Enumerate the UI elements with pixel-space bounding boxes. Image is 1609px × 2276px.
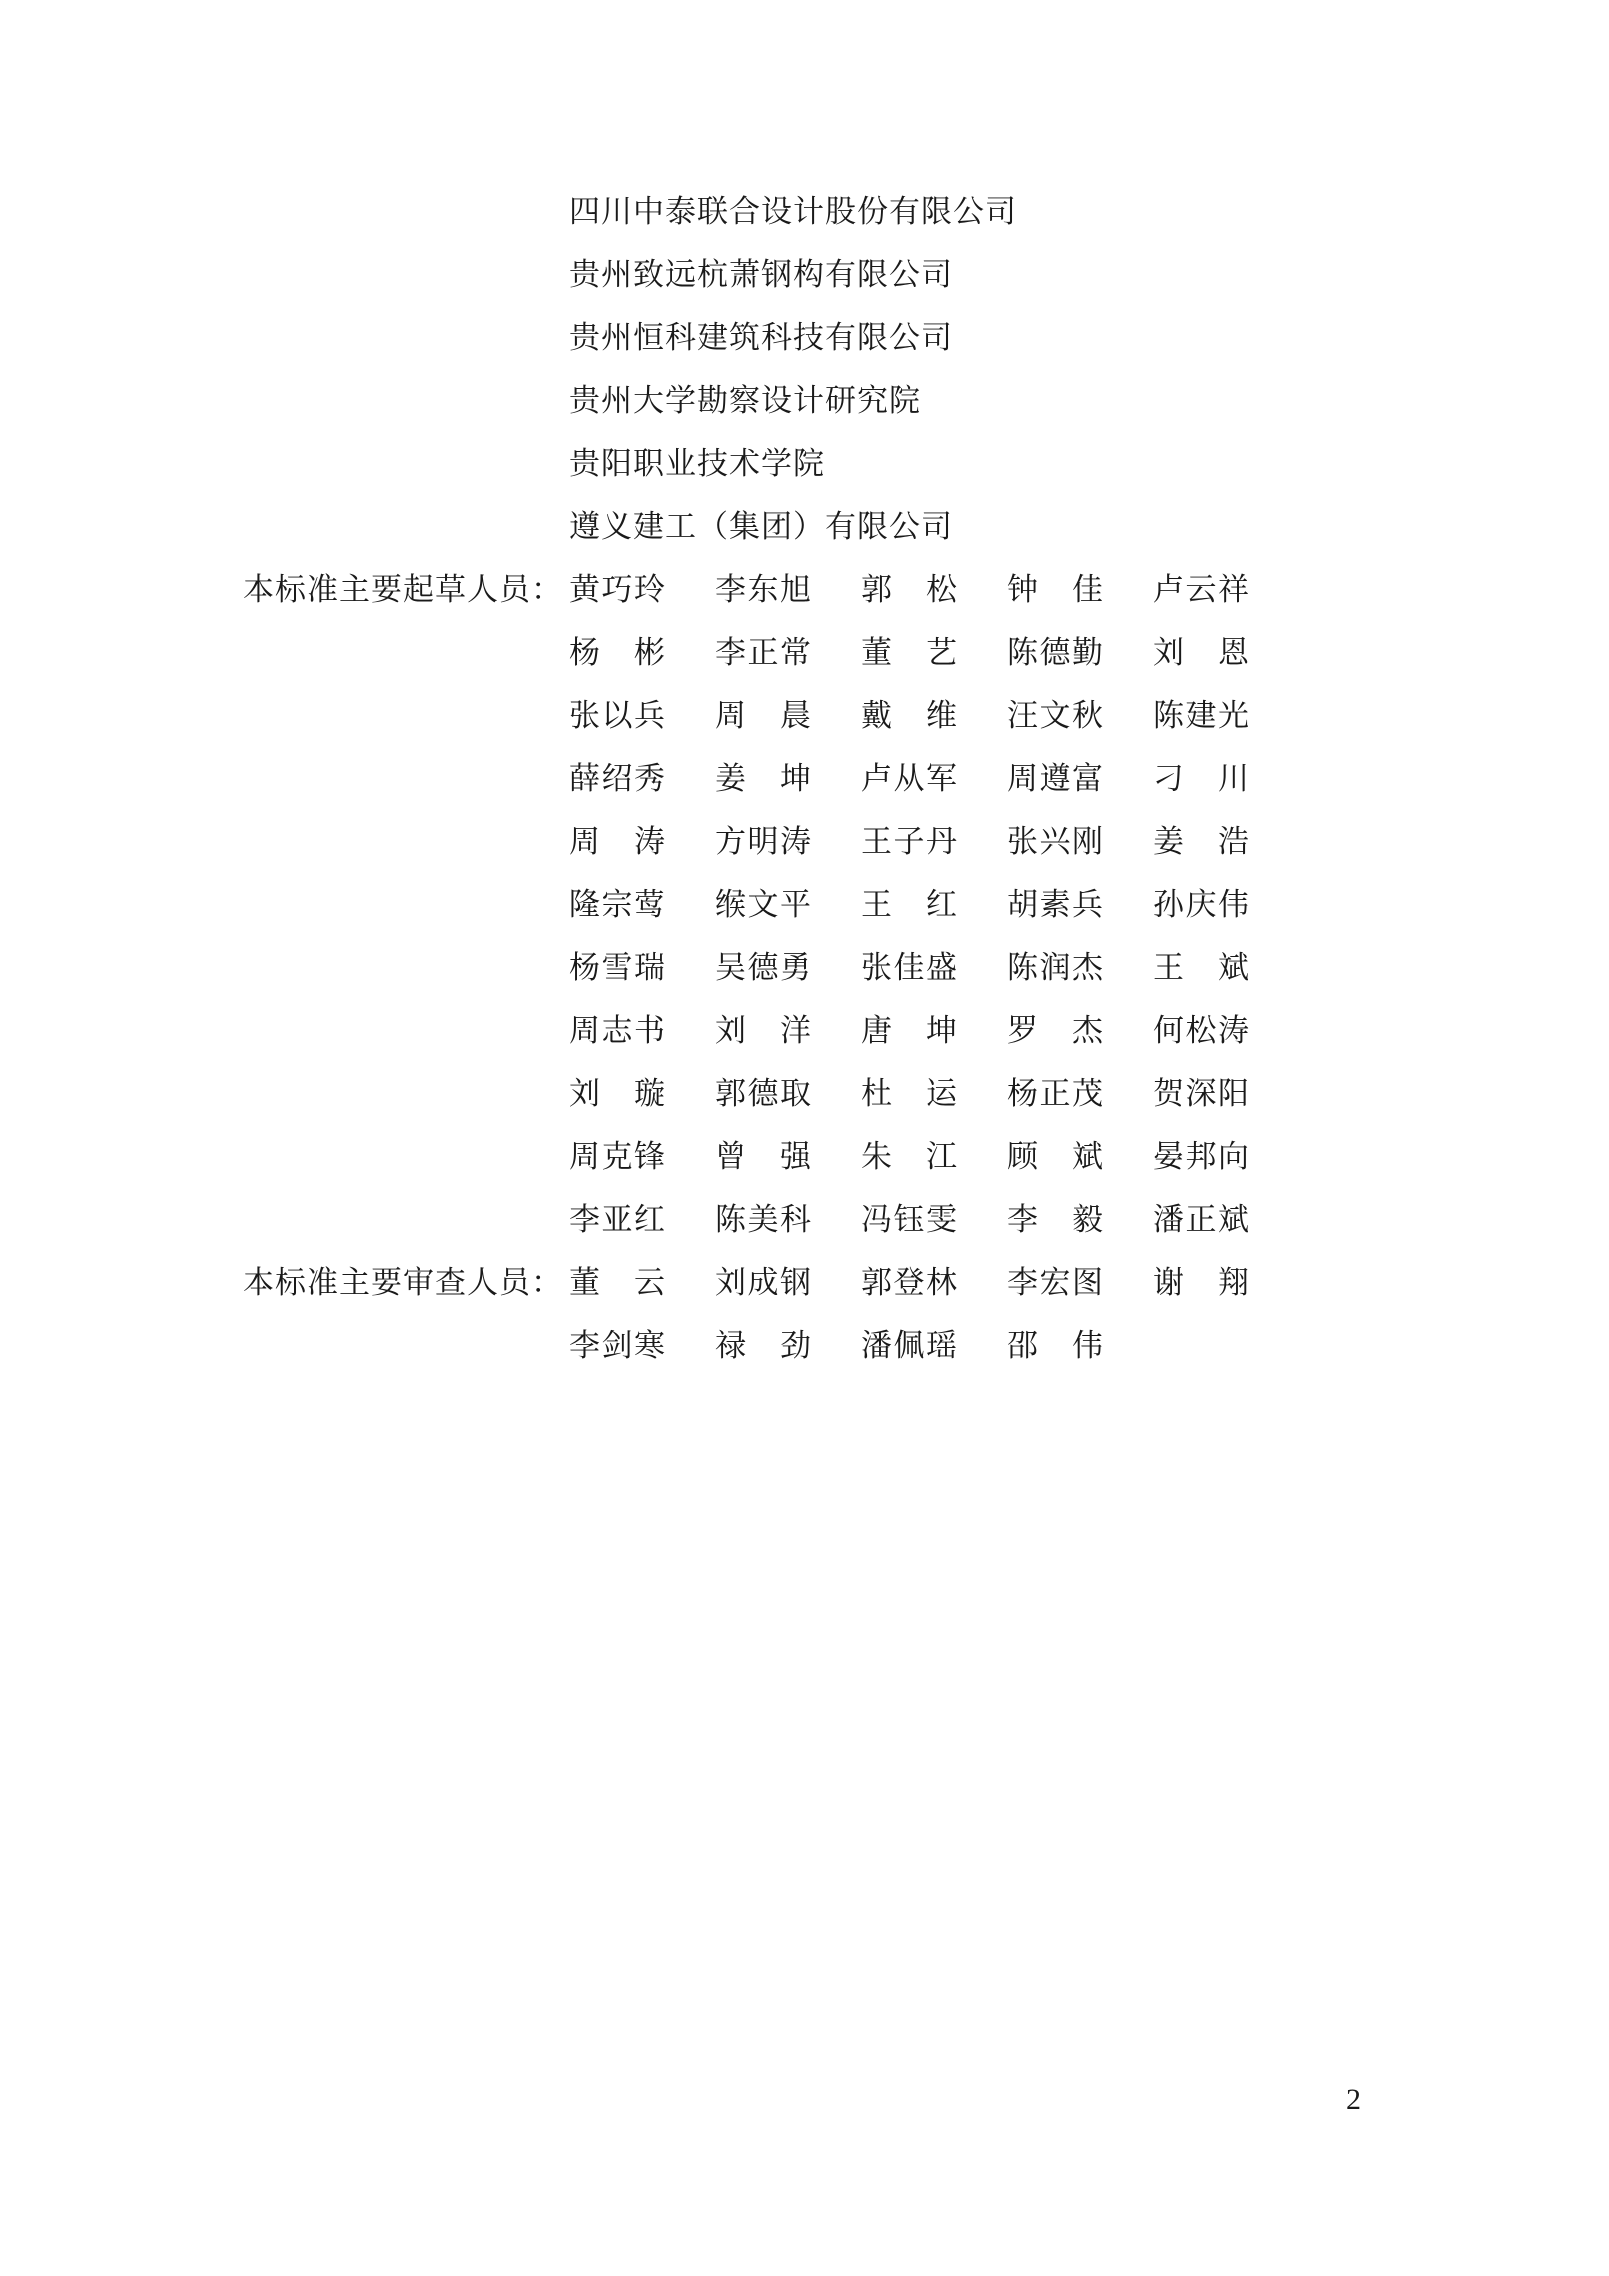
person-name: 朱江 [861,1139,957,1175]
organization-item: 贵州致远杭萧钢构有限公司 [569,257,953,293]
person-name: 晏邦向 [1153,1139,1249,1175]
person-name: 刁川 [1153,761,1249,797]
person-name: 黄巧玲 [569,572,665,608]
person-name: 缑文平 [715,887,811,923]
person-name: 陈建光 [1153,698,1249,734]
name-row [569,1194,1269,1257]
person-name: 贺深阳 [1153,1076,1249,1112]
name-row [569,1131,1269,1194]
person-name: 杨雪瑞 [569,950,665,986]
organization-item: 贵州大学勘察设计研究院 [569,383,921,419]
name-row [569,690,1269,753]
person-name: 刘成钢 [715,1265,811,1301]
person-name: 钟佳 [1007,572,1103,608]
person-name: 周晨 [715,698,811,734]
person-name: 潘佩瑶 [861,1328,957,1364]
person-name: 郭松 [861,572,957,608]
person-name: 罗杰 [1007,1013,1103,1049]
person-name: 张以兵 [569,698,665,734]
person-name: 周克锋 [569,1139,665,1175]
name-row [569,1005,1269,1068]
person-name: 姜浩 [1153,824,1249,860]
person-name: 孙庆伟 [1153,887,1249,923]
person-name: 卢从军 [861,761,957,797]
drafters-label: 本标准主要起草人员： [243,572,563,608]
person-name: 唐坤 [861,1013,957,1049]
person-name: 李剑寒 [569,1328,665,1364]
person-name: 姜坤 [715,761,811,797]
person-name: 王红 [861,887,957,923]
name-row [569,627,1269,690]
person-name: 冯钰雯 [861,1202,957,1238]
reviewers-name-grid [569,1257,1269,1383]
name-row [569,1257,1269,1320]
person-name: 刘洋 [715,1013,811,1049]
person-name: 王斌 [1153,950,1249,986]
person-name: 张兴刚 [1007,824,1103,860]
name-row [569,816,1269,879]
person-name: 李正常 [715,635,811,671]
person-name: 杨正茂 [1007,1076,1103,1112]
person-name: 戴维 [861,698,957,734]
person-name: 周志书 [569,1013,665,1049]
person-name: 顾斌 [1007,1139,1103,1175]
drafters-name-grid [569,564,1269,1257]
person-name: 陈润杰 [1007,950,1103,986]
organization-list [569,186,1017,564]
page-number: 2 [1346,2083,1361,2116]
person-name: 胡素兵 [1007,887,1103,923]
person-name: 陈德勤 [1007,635,1103,671]
person-name: 曾强 [715,1139,811,1175]
organization-item: 贵州恒科建筑科技有限公司 [569,320,953,356]
organization-item: 遵义建工（集团）有限公司 [569,509,953,545]
person-name: 刘璇 [569,1076,665,1112]
person-name: 董艺 [861,635,957,671]
person-name: 王子丹 [861,824,957,860]
person-name: 周涛 [569,824,665,860]
person-name: 陈美科 [715,1202,811,1238]
organization-item: 贵阳职业技术学院 [569,446,825,482]
person-name: 李宏图 [1007,1265,1103,1301]
person-name: 李亚红 [569,1202,665,1238]
person-name: 方明涛 [715,824,811,860]
person-name: 董云 [569,1265,665,1301]
person-name: 李东旭 [715,572,811,608]
name-row [569,879,1269,942]
person-name: 周遵富 [1007,761,1103,797]
person-name: 郭登林 [861,1265,957,1301]
person-name: 李毅 [1007,1202,1103,1238]
name-row [569,1068,1269,1131]
person-name: 汪文秋 [1007,698,1103,734]
person-name: 卢云祥 [1153,572,1249,608]
person-name: 刘恩 [1153,635,1249,671]
person-name: 薛绍秀 [569,761,665,797]
name-row [569,753,1269,816]
reviewers-label: 本标准主要审查人员： [243,1265,563,1301]
person-name: 郭德取 [715,1076,811,1112]
organization-item: 四川中泰联合设计股份有限公司 [569,194,1017,230]
person-name: 谢翔 [1153,1265,1249,1301]
person-name: 张佳盛 [861,950,957,986]
person-name: 杜运 [861,1076,957,1112]
person-name: 潘正斌 [1153,1202,1249,1238]
person-name: 邵伟 [1007,1328,1103,1364]
person-name: 何松涛 [1153,1013,1249,1049]
person-name: 禄劲 [715,1328,811,1364]
name-row [569,564,1269,627]
person-name: 吴德勇 [715,950,811,986]
person-name: 杨彬 [569,635,665,671]
person-name: 隆宗莺 [569,887,665,923]
name-row [569,942,1269,1005]
name-row [569,1320,1269,1383]
